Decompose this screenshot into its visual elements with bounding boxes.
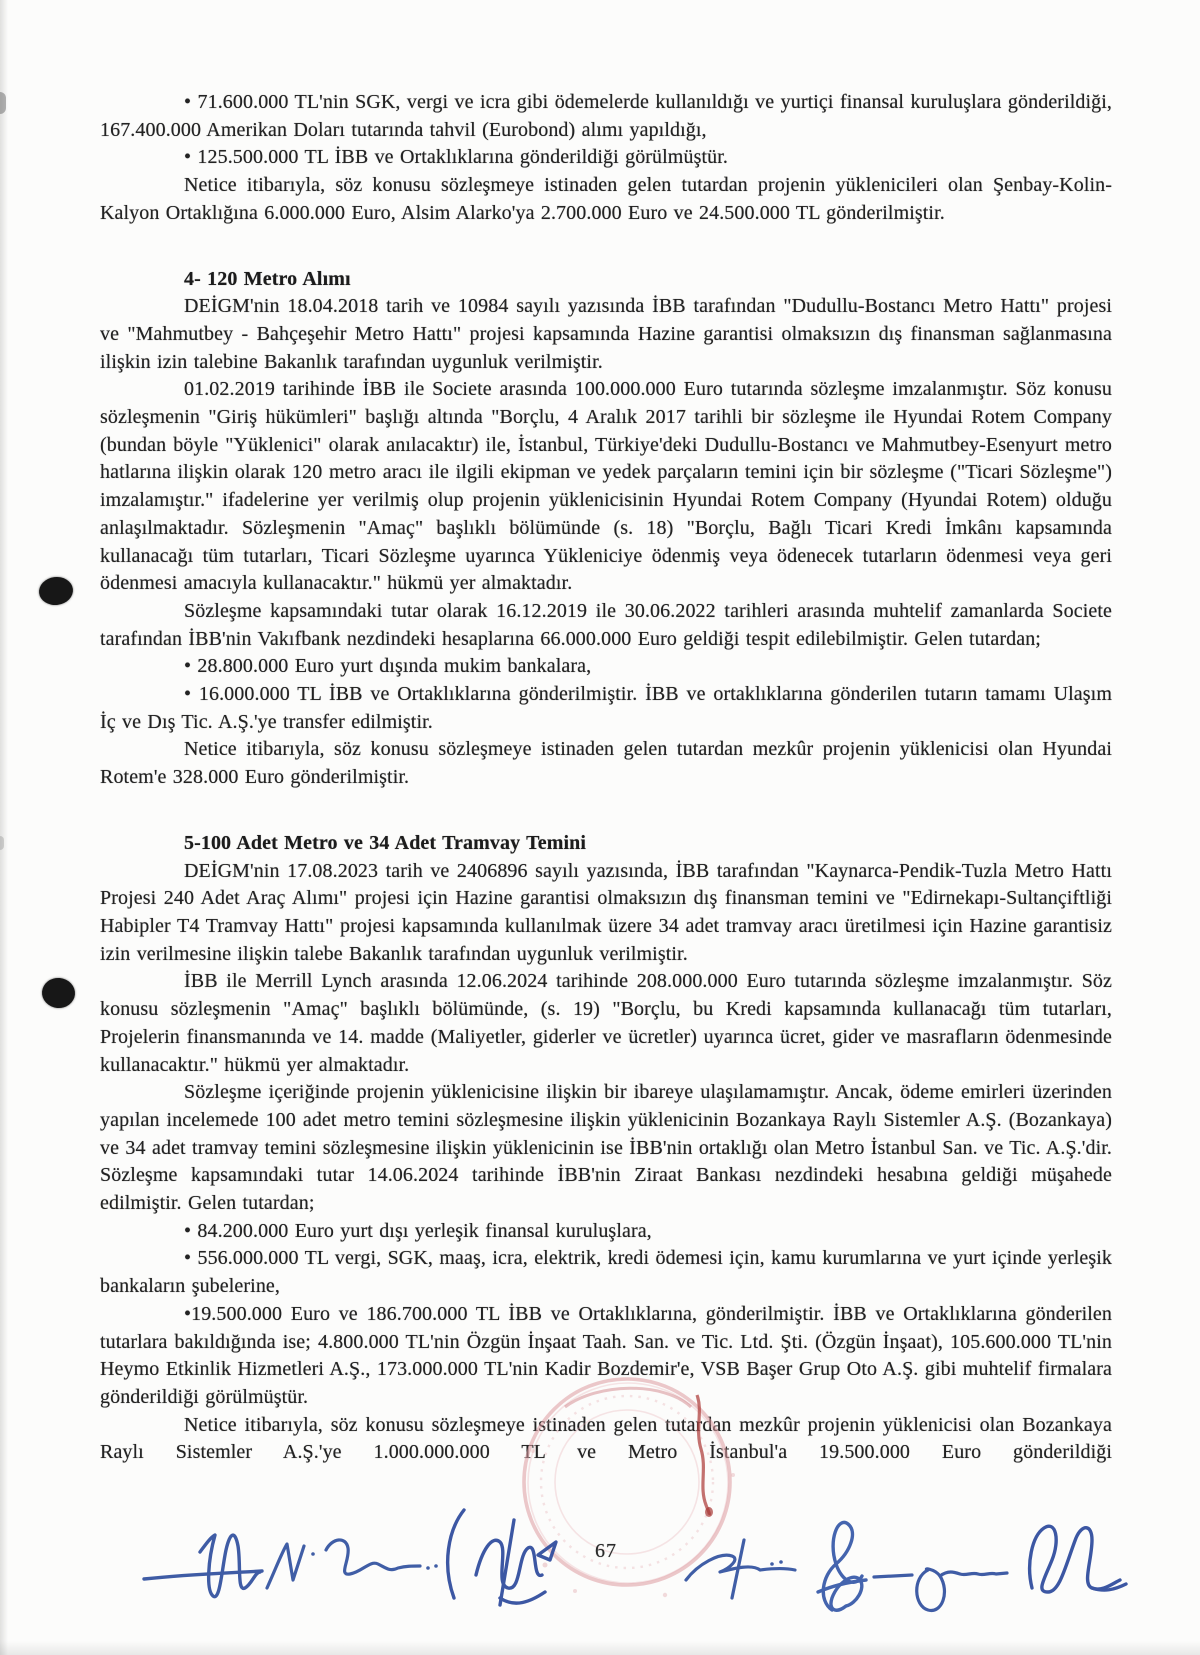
bullet-item: • 71.600.000 TL'nin SGK, vergi ve icra gibi ödemelerde kullanıldığı ve yurtiçi finansal kuruluşlara gönderildiği, 167.400.000 Amerikan Doları tutarında tahvil (Eurobond) alımı yapıldığı, xyxy=(100,91,1112,141)
signature-6 xyxy=(874,1569,1007,1611)
scan-artifact xyxy=(0,836,4,850)
bullet-item: •19.500.000 Euro ve 186.700.000 TL İBB ve Ortaklıklarına, gönderilmiştir. İBB ve Ortaklıklarına gönderilen tutarlara bakıldığında ise; 4.800.000 TL'nin Özgün İnşaat Taah. San. ve Tic. Ltd. Şti. (Özgün İnşaat), 105.600.000 TL'nin Heymo Etkinlik Hizmetleri A.Ş., 173.000.000 TL'nin Kadir Bozdemir'e, VSB Başer Grup Oto A.Ş. gibi muhtelif firmalara gönderildiği görülmüştür. xyxy=(100,1302,1112,1408)
signature-3 xyxy=(448,1510,556,1605)
page-number: 67 xyxy=(595,1540,617,1562)
signature-4 xyxy=(686,1540,795,1598)
hole-punch-top xyxy=(37,575,74,607)
paragraph: DEİGM'nin 17.08.2023 tarih ve 2406896 sayılı yazısında, İBB tarafından "Kaynarca-Pendik-Tuzla Metro Hattı Projesi 240 Adet Araç Alımı" projesi için Hazine garantisi olmaksızın dış finansman temini ve "Edirnekapı-Sultançiftliği Habipler T4 Tramvay Hattı" projesi kapsamında kullanılmak üzere 34 adet tramvay aracı üretilmesi için Hazine garantisiz izin verilmesine ilişkin talebe Bakanlık tarafından uygunluk verilmiştir. xyxy=(100,859,1112,965)
paragraph: Sözleşme kapsamındaki tutar olarak 16.12.2019 ile 30.06.2022 tarihleri arasında muhtelif zamanlarda Societe tarafından İBB'nin Vakıfbank nezdindeki hesaplarına 66.000.000 Euro geldiği tespit edilebilmiştir. Gelen tutardan; xyxy=(100,599,1112,650)
signature-5 xyxy=(818,1522,866,1610)
paragraph: İBB ile Merrill Lynch arasında 12.06.2024 tarihinde 208.000.000 Euro tutarında sözleşme imzalanmıştır. Söz konusu sözleşmenin "Amaç" başlıklı bölümünde, (s. 19) "Borçlu, bu Kredi kapsamında kullanacağı tüm tutarları, Projelerin finansmanında ve 14. madde (Maliyetler, giderler ve ücretler) uyarınca ücret, gider ve masrafların ödenmesinde kullanacaktır." hükmü yer almaktadır. xyxy=(100,970,1112,1076)
bullet-item: • 28.800.000 Euro yurt dışında mukim bankalara, xyxy=(184,655,592,678)
bullet-item: • 16.000.000 TL İBB ve Ortaklıklarına gönderilmiştir. İBB ve ortaklıklarına gönderilen tutarın tamamı Ulaşım İç ve Dış Tic. A.Ş.'ye transfer edilmiştir. xyxy=(100,683,1112,733)
scan-edge-bottom xyxy=(0,1641,1200,1655)
paragraph: Netice itibarıyla, söz konusu sözleşmeye istinaden gelen tutardan projenin yüklenicileri olan Şenbay-Kolin-Kalyon Ortaklığına 6.000.000 Euro, Alsim Alarko'ya 2.700.000 Euro ve 24.500.000 TL gönderilmiştir. xyxy=(100,174,1112,224)
signature-2 xyxy=(267,1540,438,1588)
section-heading-5: 5-100 Adet Metro ve 34 Adet Tramvay Temini xyxy=(184,831,587,854)
report-body xyxy=(100,89,1112,1467)
hole-punch-bottom xyxy=(41,977,76,1010)
paragraph: DEİGM'nin 18.04.2018 tarih ve 10984 sayılı yazısında İBB tarafından "Dudullu-Bostancı Metro Hattı" projesi ve "Mahmutbey - Bahçeşehir Metro Hattı" projesi kapsamında Hazine garantisi olmaksızın dış finansman sağlanmasına ilişkin izin talebine Bakanlık tarafından uygunluk verilmiştir. xyxy=(100,295,1112,373)
paragraph: Netice itibarıyla, söz konusu sözleşmeye istinaden gelen tutardan mezkûr projenin yüklenicisi olan Hyundai Rotem'e 328.000 Euro gönderilmiştir. xyxy=(100,738,1112,789)
scan-edge-left xyxy=(0,0,8,1655)
signature-7 xyxy=(1030,1526,1126,1592)
paragraph: Sözleşme içeriğinde projenin yüklenicisine ilişkin bir ibareye ulaşılamamıştır. Ancak, ödeme emirleri üzerinden yapılan incelemede 100 adet metro temini sözleşmesine ilişkin yüklenicinin Bozankaya Raylı Sistemler A.Ş. (Bozankaya) ve 34 adet tramvay temini sözleşmesine ilişkin yüklenicinin ise İBB'nin ortaklığı olan Metro İstanbul San. ve Tic. A.Ş.'dir. Sözleşme kapsamındaki tutar 14.06.2024 tarihinde İBB'nin Ziraat Bankası nezdindeki hesabına geldiği müşahede edilmiştir. Gelen tutardan; xyxy=(100,1081,1112,1215)
signature-row xyxy=(80,1480,1160,1655)
bullet-item: • 84.200.000 Euro yurt dışı yerleşik finansal kuruluşlara, xyxy=(184,1219,652,1242)
bullet-item: • 556.000.000 TL vergi, SGK, maaş, icra, elektrik, kredi ödemesi için, kamu kurumlarına ve yurt içinde yerleşik bankaların şubelerine, xyxy=(100,1247,1112,1298)
paragraph: Netice itibarıyla, söz konusu sözleşmeye istinaden gelen tutardan mezkûr projenin yüklenicisi olan Bozankaya Raylı Sistemler A.Ş.'ye 1.000.000.000 TL ve Metro İstanbul'a 19.500.000 Euro gönderildiği xyxy=(100,1413,1112,1464)
scan-artifact xyxy=(0,92,6,114)
paragraph: 01.02.2019 tarihinde İBB ile Societe arasında 100.000.000 Euro tutarında sözleşme imzalanmıştır. Söz konusu sözleşmenin "Giriş hükümleri" başlığı altında "Borçlu, 4 Aralık 2017 tarihli bir sözleşme ile Hyundai Rotem Company (bundan böyle "Yüklenici" olarak anılacaktır) ile, İstanbul, Türkiye'deki Dudullu-Bostancı ve Mahmutbey-Esenyurt metro hatlarına ilişkin olarak 120 metro aracı ile ilgili ekipman ve yedek parçaların temini için bir sözleşme ("Ticari Sözleşme") imzalamıştır." ifadelerine yer verilmiş olup projenin yüklenicisinin Hyundai Rotem Company (Hyundai Rotem) olduğu anlaşılmaktadır. Sözleşmenin "Amaç" başlıklı bölümünde (s. 18) "Borçlu, Bağlı Ticari Kredi İmkânı kapsamında kullanacağı tüm tutarları, Ticari Sözleşme uyarınca Yükleniciye ödenmiş veya ödenecek tutarların ödenmesi veya geri ödenmesi amacıyla kullanacaktır." hükmü yer almaktadır. xyxy=(100,378,1112,595)
bullet-item: • 125.500.000 TL İBB ve Ortaklıklarına gönderildiği görülmüştür. xyxy=(184,146,728,169)
signature-1 xyxy=(144,1535,262,1597)
section-heading-4: 4- 120 Metro Alımı xyxy=(184,267,351,290)
